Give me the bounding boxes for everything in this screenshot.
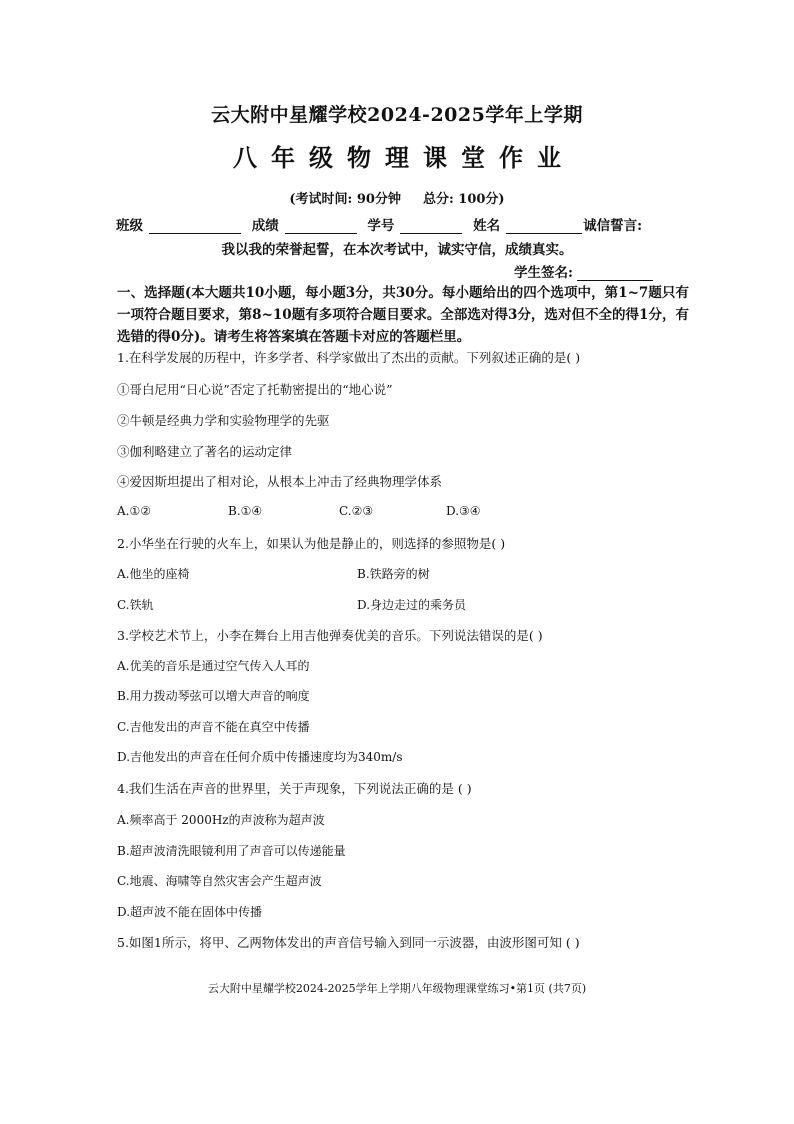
question-1-statement-1: ①哥白尼用“日心说”否定了托勒密提出的“地心说” <box>117 382 393 397</box>
question-3-stem: 3.学校艺术节上，小李在舞台上用吉他弹奏优美的音乐。下列说法错误的是( ) <box>117 628 543 643</box>
question-3-option-c[interactable]: C.吉他发出的声音不能在真空中传播 <box>117 720 310 734</box>
question-3-option-d[interactable]: D.吉他发出的声音在任何介质中传播速度均为340m/s <box>117 750 403 764</box>
student-info-fields <box>116 214 642 234</box>
student-id-field[interactable] <box>400 219 462 234</box>
total-score: 总分: 100分) <box>422 192 505 207</box>
school-title: 云大附中星耀学校2024-2025学年上学期 <box>211 104 583 126</box>
question-1-statement-2: ②牛顿是经典力学和实验物理学的先驱 <box>117 413 330 428</box>
question-2-option-a[interactable]: A.他坐的座椅 <box>117 567 190 581</box>
score-field[interactable] <box>285 219 357 234</box>
question-4-stem: 4.我们生活在声音的世界里，关于声现象，下列说法正确的是 ( ) <box>117 781 472 796</box>
question-4-option-c[interactable]: C.地震、海啸等自然灾害会产生超声波 <box>117 874 322 888</box>
oath-label: 诚信誓言: <box>583 218 643 234</box>
question-1-statement-4: ④爱因斯坦提出了相对论，从根本上冲击了经典物理学体系 <box>117 474 443 489</box>
signature-field[interactable] <box>577 266 653 281</box>
question-1-stem: 1.在科学发展的历程中，许多学者、科学家做出了杰出的贡献。下列叙述正确的是( ) <box>117 350 581 365</box>
question-4-option-d[interactable]: D.超声波不能在固体中传播 <box>117 905 263 919</box>
question-1-option-c[interactable]: C.②③ <box>339 504 374 518</box>
question-4-option-b[interactable]: B.超声波清洗眼镜利用了声音可以传递能量 <box>117 844 346 858</box>
score-label: 成绩 <box>251 218 279 234</box>
section-heading: 一、选择题(本大题共10小题，每小题3分，共30分。每小题给出的四个选项中，第1~7题只有一项符合题目要求，第8~10题有多项符合题目要求。全部选对得3分，选对但不全的得1分，有选错的得0分)。请考生将答案填在答题卡对应的答题栏里。 <box>117 285 689 345</box>
signature-label: 学生签名: <box>514 265 573 281</box>
question-3-option-b[interactable]: B.用力拨动琴弦可以增大声音的响度 <box>117 689 310 703</box>
class-field[interactable] <box>149 219 241 234</box>
question-2-option-d[interactable]: D.身边走过的乘务员 <box>357 598 467 612</box>
question-5-stem: 5.如图1所示，将甲、乙两物体发出的声音信号输入到同一示波器，由波形图可知 ( ) <box>117 935 580 950</box>
page-footer: 云大附中星耀学校2024-2025学年上学期八年级物理课堂练习•第1页 (共7页) <box>207 982 587 995</box>
exam-time: (考试时间: 90分钟 <box>289 192 401 207</box>
signature-line <box>514 261 653 281</box>
question-2-option-b[interactable]: B.铁路旁的树 <box>357 567 430 581</box>
student-id-label: 学号 <box>367 218 395 234</box>
question-3-option-a[interactable]: A.优美的音乐是通过空气传入人耳的 <box>117 659 310 673</box>
exam-info <box>0 188 794 207</box>
question-1-option-d[interactable]: D.③④ <box>446 504 481 518</box>
question-2-stem: 2.小华坐在行驶的火车上，如果认为他是静止的，则选择的参照物是( ) <box>117 536 506 551</box>
question-1-option-b[interactable]: B.①④ <box>228 504 263 518</box>
subject-title: 八年级物理课堂作业 <box>233 143 575 172</box>
question-4-option-a[interactable]: A.频率高于 2000Hz的声波称为超声波 <box>117 813 325 827</box>
name-field[interactable] <box>506 219 582 234</box>
question-2-option-c[interactable]: C.铁轨 <box>117 598 154 612</box>
question-1-option-a[interactable]: A.①② <box>117 504 151 518</box>
class-label: 班级 <box>116 218 143 234</box>
honesty-pledge: 我以我的荣誉起誓，在本次考试中，诚实守信，成绩真实。 <box>221 242 573 258</box>
name-label: 姓名 <box>473 218 501 234</box>
question-1-statement-3: ③伽利略建立了著名的运动定律 <box>117 444 293 459</box>
